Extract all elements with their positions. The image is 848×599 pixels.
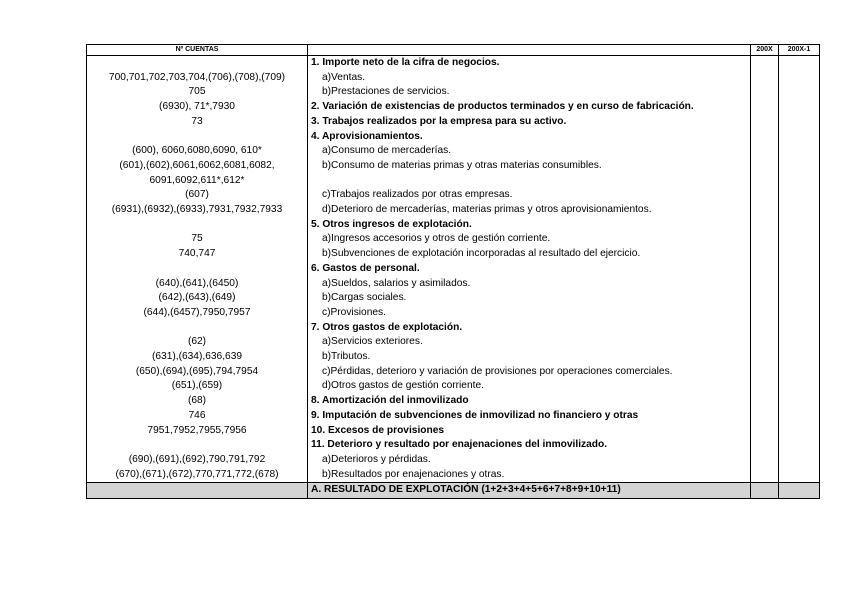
table-row bbox=[87, 144, 820, 159]
table-row bbox=[87, 335, 820, 350]
prev-year-value-cell bbox=[779, 291, 820, 306]
year-value-cell bbox=[751, 159, 779, 174]
accounts-cell: (644),(6457),7950,7957 bbox=[87, 306, 308, 321]
accounts-cell: (651),(659) bbox=[87, 379, 308, 394]
table-row bbox=[87, 85, 820, 100]
accounts-cell: (607) bbox=[87, 188, 308, 203]
table-row bbox=[87, 159, 820, 174]
concept-cell: 3. Trabajos realizados por la empresa para su activo. bbox=[308, 115, 751, 130]
prev-year-value-cell bbox=[779, 130, 820, 145]
accounts-cell: (670),(671),(672),770,771,772,(678) bbox=[87, 468, 308, 483]
year-value-cell bbox=[751, 321, 779, 336]
prev-year-value-cell bbox=[779, 218, 820, 233]
year-header: 200X bbox=[751, 45, 779, 56]
year-value-cell bbox=[751, 424, 779, 439]
concept-cell: 10. Excesos de provisiones bbox=[308, 424, 751, 439]
concept-cell: 1. Importe neto de la cifra de negocios. bbox=[308, 56, 751, 71]
table-row bbox=[87, 350, 820, 365]
prev-year-value-cell bbox=[779, 365, 820, 380]
accounts-cell: 705 bbox=[87, 85, 308, 100]
table-row bbox=[87, 218, 820, 233]
year-value-cell bbox=[751, 56, 779, 71]
table-row bbox=[87, 453, 820, 468]
year-value-cell bbox=[751, 468, 779, 483]
year-value-cell bbox=[751, 144, 779, 159]
table-row bbox=[87, 115, 820, 130]
prev-year-value-cell bbox=[779, 424, 820, 439]
year-value-cell bbox=[751, 232, 779, 247]
year-value-cell bbox=[751, 438, 779, 453]
year-value-cell bbox=[751, 218, 779, 233]
accounts-cell bbox=[87, 321, 308, 336]
year-value-cell bbox=[751, 130, 779, 145]
accounts-cell: (6930), 71*,7930 bbox=[87, 100, 308, 115]
concept-cell: b)Tributos. bbox=[308, 350, 751, 365]
table-header-row bbox=[87, 45, 820, 56]
prev-year-value-cell bbox=[779, 159, 820, 174]
accounts-cell: (690),(691),(692),790,791,792 bbox=[87, 453, 308, 468]
prev-year-value-cell bbox=[779, 350, 820, 365]
accounts-cell: 740,747 bbox=[87, 247, 308, 262]
year-value-cell bbox=[751, 203, 779, 218]
accounts-cell bbox=[87, 262, 308, 277]
prev-year-value-cell bbox=[779, 56, 820, 71]
total-prev-year-cell bbox=[779, 483, 820, 499]
year-value-cell bbox=[751, 100, 779, 115]
year-value-cell bbox=[751, 85, 779, 100]
table-row bbox=[87, 174, 820, 189]
concept-cell: d)Deterioro de mercaderías, materias primas y otros aprovisionamientos. bbox=[308, 203, 751, 218]
concept-cell: b)Prestaciones de servicios. bbox=[308, 85, 751, 100]
table-row bbox=[87, 262, 820, 277]
table-row bbox=[87, 100, 820, 115]
accounts-cell bbox=[87, 438, 308, 453]
table-row bbox=[87, 277, 820, 292]
concept-cell: 6. Gastos de personal. bbox=[308, 262, 751, 277]
prev-year-value-cell bbox=[779, 188, 820, 203]
accounts-cell: 73 bbox=[87, 115, 308, 130]
table-row bbox=[87, 71, 820, 86]
year-value-cell bbox=[751, 71, 779, 86]
table-row bbox=[87, 409, 820, 424]
concept-cell bbox=[308, 174, 751, 189]
accounts-header: Nº CUENTAS bbox=[87, 45, 308, 56]
year-value-cell bbox=[751, 335, 779, 350]
concept-cell: 8. Amortización del inmovilizado bbox=[308, 394, 751, 409]
year-value-cell bbox=[751, 306, 779, 321]
accounts-cell: (6931),(6932),(6933),7931,7932,7933 bbox=[87, 203, 308, 218]
table-row bbox=[87, 306, 820, 321]
concept-header bbox=[308, 45, 751, 56]
concept-cell: c)Provisiones. bbox=[308, 306, 751, 321]
accounts-cell: 7951,7952,7955,7956 bbox=[87, 424, 308, 439]
table-row bbox=[87, 130, 820, 145]
concept-cell: 7. Otros gastos de explotación. bbox=[308, 321, 751, 336]
concept-cell: b)Subvenciones de explotación incorporadas al resultado del ejercicio. bbox=[308, 247, 751, 262]
table-row bbox=[87, 438, 820, 453]
year-value-cell bbox=[751, 379, 779, 394]
concept-cell: 11. Deterioro y resultado por enajenaciones del inmovilizado. bbox=[308, 438, 751, 453]
concept-cell: d)Otros gastos de gestión corriente. bbox=[308, 379, 751, 394]
year-value-cell bbox=[751, 277, 779, 292]
concept-cell: c)Trabajos realizados por otras empresas. bbox=[308, 188, 751, 203]
concept-cell: 4. Aprovisionamientos. bbox=[308, 130, 751, 145]
table-row bbox=[87, 321, 820, 336]
concept-cell: a)Ventas. bbox=[308, 71, 751, 86]
accounts-cell: (640),(641),(6450) bbox=[87, 277, 308, 292]
prev-year-value-cell bbox=[779, 394, 820, 409]
concept-cell: a)Ingresos accesorios y otros de gestión corriente. bbox=[308, 232, 751, 247]
year-value-cell bbox=[751, 291, 779, 306]
prev-year-value-cell bbox=[779, 379, 820, 394]
prev-year-header: 200X-1 bbox=[779, 45, 820, 56]
table-row bbox=[87, 56, 820, 71]
prev-year-value-cell bbox=[779, 71, 820, 86]
concept-cell: 9. Imputación de subvenciones de inmovilizad no financiero y otras bbox=[308, 409, 751, 424]
year-value-cell bbox=[751, 115, 779, 130]
table-row bbox=[87, 291, 820, 306]
accounts-cell: 746 bbox=[87, 409, 308, 424]
concept-cell: a)Consumo de mercaderías. bbox=[308, 144, 751, 159]
table-row bbox=[87, 468, 820, 483]
accounts-cell: (631),(634),636,639 bbox=[87, 350, 308, 365]
total-row bbox=[87, 483, 820, 499]
year-value-cell bbox=[751, 188, 779, 203]
concept-cell: b)Consumo de materias primas y otras materias consumibles. bbox=[308, 159, 751, 174]
accounts-cell bbox=[87, 130, 308, 145]
accounts-cell: (601),(602),6061,6062,6081,6082, bbox=[87, 159, 308, 174]
table-row bbox=[87, 203, 820, 218]
concept-cell: b)Resultados por enajenaciones y otras. bbox=[308, 468, 751, 483]
prev-year-value-cell bbox=[779, 203, 820, 218]
prev-year-value-cell bbox=[779, 85, 820, 100]
prev-year-value-cell bbox=[779, 438, 820, 453]
concept-cell: a)Deterioros y pérdidas. bbox=[308, 453, 751, 468]
concept-cell: c)Pérdidas, deterioro y variación de provisiones por operaciones comerciales. bbox=[308, 365, 751, 380]
accounts-cell: 75 bbox=[87, 232, 308, 247]
accounts-cell: (650),(694),(695),794,7954 bbox=[87, 365, 308, 380]
year-value-cell bbox=[751, 365, 779, 380]
prev-year-value-cell bbox=[779, 277, 820, 292]
total-year-cell bbox=[751, 483, 779, 499]
table-row bbox=[87, 247, 820, 262]
total-concept-cell: A. RESULTADO DE EXPLOTACIÓN (1+2+3+4+5+6+7+8+9+10+11) bbox=[308, 483, 751, 499]
prev-year-value-cell bbox=[779, 306, 820, 321]
table-body bbox=[87, 56, 820, 499]
concept-cell: a)Servicios exteriores. bbox=[308, 335, 751, 350]
concept-cell: a)Sueldos, salarios y asimilados. bbox=[308, 277, 751, 292]
accounts-cell: (600), 6060,6080,6090, 610* bbox=[87, 144, 308, 159]
accounts-cell: (68) bbox=[87, 394, 308, 409]
accounts-cell: 700,701,702,703,704,(706),(708),(709) bbox=[87, 71, 308, 86]
table-row bbox=[87, 232, 820, 247]
table-row bbox=[87, 424, 820, 439]
concept-cell: b)Cargas sociales. bbox=[308, 291, 751, 306]
prev-year-value-cell bbox=[779, 409, 820, 424]
concept-cell: 2. Variación de existencias de productos terminados y en curso de fabricación. bbox=[308, 100, 751, 115]
year-value-cell bbox=[751, 247, 779, 262]
prev-year-value-cell bbox=[779, 232, 820, 247]
prev-year-value-cell bbox=[779, 115, 820, 130]
total-accounts-cell bbox=[87, 483, 308, 499]
prev-year-value-cell bbox=[779, 174, 820, 189]
prev-year-value-cell bbox=[779, 144, 820, 159]
table-row bbox=[87, 379, 820, 394]
accounts-cell bbox=[87, 218, 308, 233]
table-row bbox=[87, 394, 820, 409]
year-value-cell bbox=[751, 453, 779, 468]
prev-year-value-cell bbox=[779, 335, 820, 350]
income-statement-table bbox=[86, 44, 820, 499]
table-row bbox=[87, 188, 820, 203]
table-row bbox=[87, 365, 820, 380]
year-value-cell bbox=[751, 262, 779, 277]
year-value-cell bbox=[751, 350, 779, 365]
prev-year-value-cell bbox=[779, 100, 820, 115]
year-value-cell bbox=[751, 174, 779, 189]
prev-year-value-cell bbox=[779, 247, 820, 262]
accounts-cell: (642),(643),(649) bbox=[87, 291, 308, 306]
year-value-cell bbox=[751, 394, 779, 409]
prev-year-value-cell bbox=[779, 262, 820, 277]
year-value-cell bbox=[751, 409, 779, 424]
concept-cell: 5. Otros ingresos de explotación. bbox=[308, 218, 751, 233]
prev-year-value-cell bbox=[779, 468, 820, 483]
accounts-cell: (62) bbox=[87, 335, 308, 350]
accounts-cell bbox=[87, 56, 308, 71]
prev-year-value-cell bbox=[779, 453, 820, 468]
prev-year-value-cell bbox=[779, 321, 820, 336]
accounts-cell: 6091,6092,611*,612* bbox=[87, 174, 308, 189]
